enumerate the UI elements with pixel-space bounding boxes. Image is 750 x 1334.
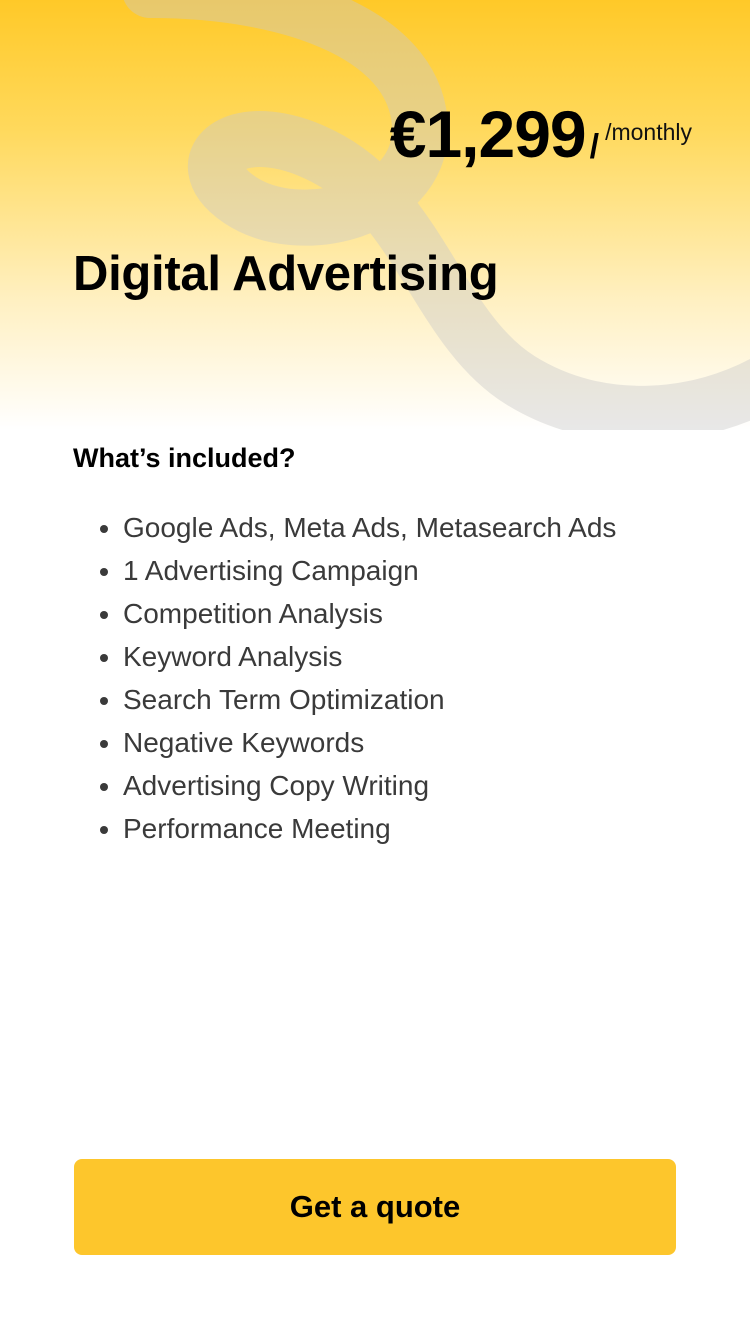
price-amount: €1,299	[389, 97, 586, 171]
list-item: • 1 Advertising Campaign	[123, 549, 616, 592]
billing-period: /monthly	[605, 119, 692, 145]
list-item: • Google Ads, Meta Ads, Metasearch Ads	[123, 506, 616, 549]
price-block	[390, 96, 692, 172]
included-heading: What’s included?	[73, 443, 296, 473]
plan-title: Digital Advertising	[73, 247, 499, 301]
hero-banner	[0, 0, 750, 430]
list-item: • Advertising Copy Writing	[123, 764, 616, 807]
feature-list	[73, 506, 616, 850]
list-item: • Negative Keywords	[123, 721, 616, 764]
list-item: • Search Term Optimization	[123, 678, 616, 721]
get-quote-button[interactable]: Get a quote	[74, 1159, 676, 1255]
list-item: • Performance Meeting	[123, 807, 616, 850]
list-item: • Keyword Analysis	[123, 635, 616, 678]
swirl-decoration	[0, 0, 750, 430]
price-separator: /	[589, 128, 600, 166]
list-item: • Competition Analysis	[123, 592, 616, 635]
